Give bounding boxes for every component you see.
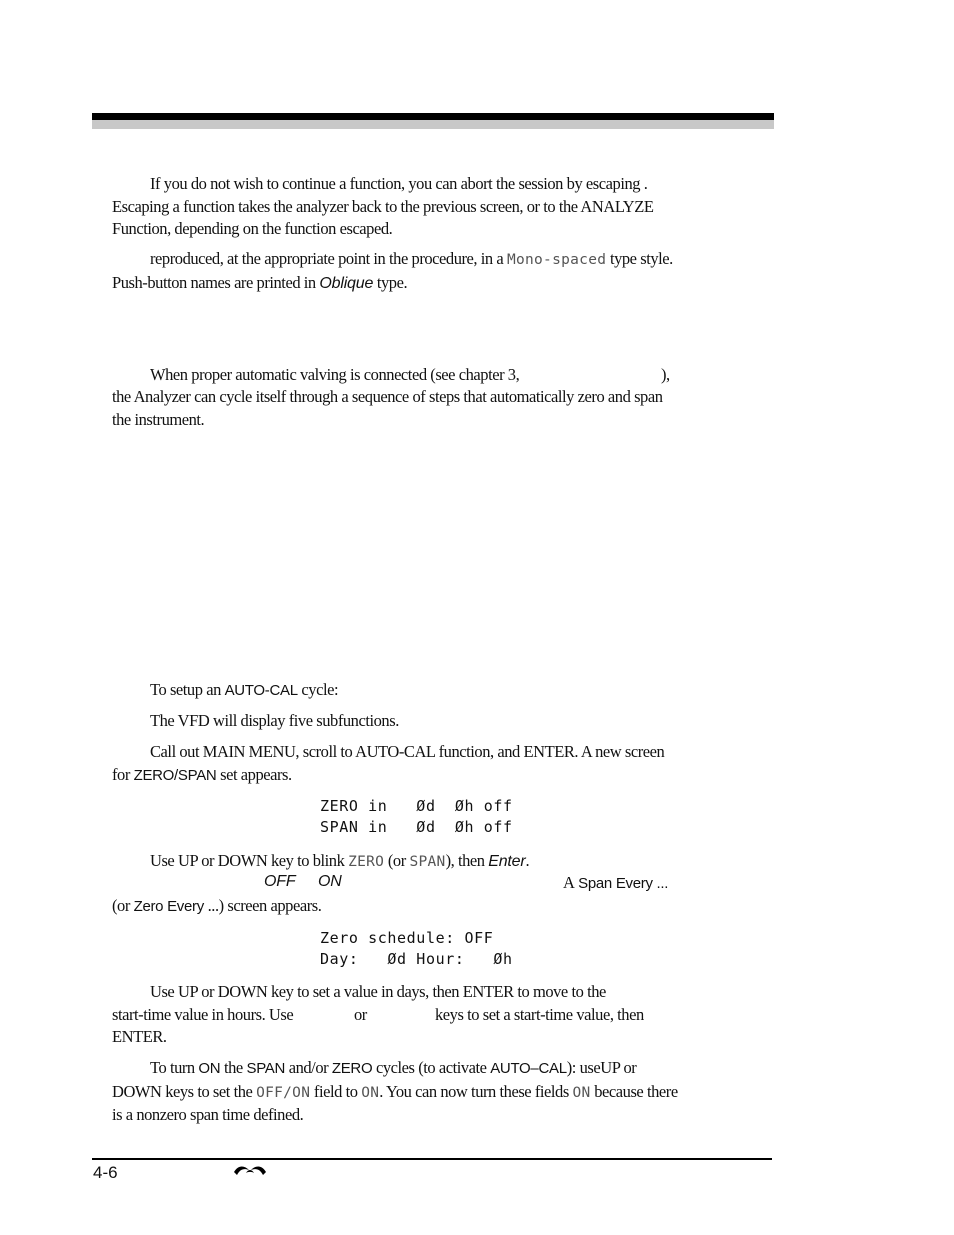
paragraph-escape: If you do not wish to continue a function, you can abort the session by escaping . Escaping a function takes the analyzer back to the previous screen, or to the ANALYZE Function, depending on the function escaped.	[112, 174, 654, 238]
off-key-label: OFF	[264, 873, 296, 890]
span-every-label: Span Every ...	[578, 875, 669, 892]
paragraph-setup: To setup an AUTO-CAL cycle:	[150, 680, 339, 699]
vfd-line-schedule: Zero schedule: OFF	[320, 929, 494, 947]
paragraph-turn-on: To turn ON the SPAN and/or ZERO cycles (to activate AUTO–CAL): useUP or DOWN keys to set the OFF/ON field to ON. You can now turn these fields ON because there is a nonzero span time defined.	[112, 1058, 678, 1124]
page-number: 4-6	[93, 1163, 118, 1182]
paragraph-vfd: The VFD will display five subfunctions.	[150, 711, 399, 730]
company-logo-icon	[232, 1164, 268, 1183]
paragraph-type-styles: reproduced, at the appropriate point in the procedure, in a Mono-spaced type style. Push-button names are printed in Oblique type.	[112, 249, 673, 292]
vfd-line-day-hour: Day: Ød Hour: Øh	[320, 950, 513, 968]
oblique-sample: Oblique	[319, 274, 374, 292]
header-rule	[92, 113, 774, 120]
zero-every-label: Zero Every	[133, 898, 204, 915]
on-key-label: ON	[318, 873, 342, 890]
enter-key-label: Enter	[488, 853, 526, 870]
header-rule-shadow	[92, 120, 774, 129]
footer-rule	[92, 1158, 772, 1160]
paragraph-blink: Use UP or DOWN key to blink ZERO (or SPAN), then Enter.	[150, 851, 530, 870]
paragraph-callout: Call out MAIN MENU, scroll to AUTO-CAL function, and ENTER. A new screen for ZERO/SPAN set appears.	[112, 742, 665, 784]
vfd-line-zero: ZERO in Ød Øh off	[320, 797, 513, 815]
monospaced-sample: Mono-spaced	[506, 252, 607, 268]
vfd-line-span: SPAN in Ød Øh off	[320, 818, 513, 836]
